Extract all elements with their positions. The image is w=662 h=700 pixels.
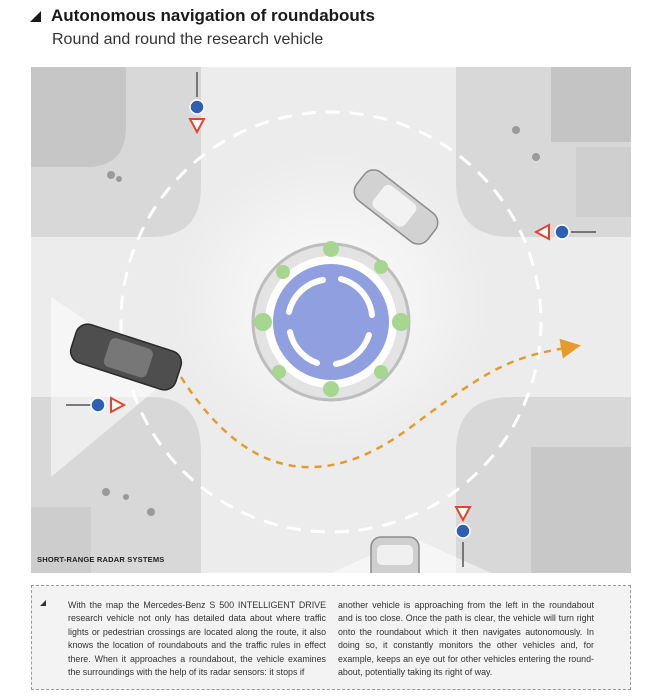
car-bottom xyxy=(371,537,419,573)
building-bottom-right xyxy=(531,447,631,573)
building-top-left xyxy=(31,67,126,167)
building-top-right xyxy=(551,67,631,142)
tree xyxy=(374,260,388,274)
bullet-triangle-icon xyxy=(40,600,46,606)
tree xyxy=(276,265,290,279)
tree xyxy=(374,365,388,379)
description-box xyxy=(31,585,631,690)
roundabout-sign-icon xyxy=(91,398,105,412)
radar-systems-label: SHORT-RANGE RADAR SYSTEMS xyxy=(37,555,165,564)
header xyxy=(30,4,640,49)
tree xyxy=(323,381,339,397)
roundabout-sign-icon xyxy=(555,225,569,239)
description-left-column: With the map the Mercedes-Benz S 500 INTELLIGENT DRIVE research vehicle not only has detailed data about where traffic lights or pedestrian crossings are located along the route, it also knows the location of roundabouts and the traffic rules in effect there. When it approaches a roundabout, the vehicle examines the surroundings with the help of its radar sensors: it stops if xyxy=(68,600,326,678)
tree xyxy=(392,313,410,331)
description-right-column: another vehicle is approaching from the left in the roundabout and is too close. Once the path is clear, the vehicle will turn right onto the roundabout which it then navigates autonomously. In doing so, it constantly monitors the other vehicles and, for example, keeps an eye out for other vehicles entering the round-about, potentially taking its right of way. xyxy=(338,600,594,678)
page-title: Autonomous navigation of roundabouts xyxy=(51,6,375,25)
title-row xyxy=(30,4,640,28)
roundabout-sign-icon xyxy=(456,524,470,538)
tree xyxy=(254,313,272,331)
tree xyxy=(323,241,339,257)
tree xyxy=(272,365,286,379)
page-subtitle: Round and round the research vehicle xyxy=(52,31,324,48)
building-top-right-annex xyxy=(576,147,631,217)
roundabout-illustration xyxy=(31,67,631,573)
roundabout-sign-icon xyxy=(190,100,204,114)
roundabout-diagram xyxy=(31,67,631,573)
roundabout-island xyxy=(273,264,389,380)
title-triangle-icon xyxy=(30,11,41,22)
